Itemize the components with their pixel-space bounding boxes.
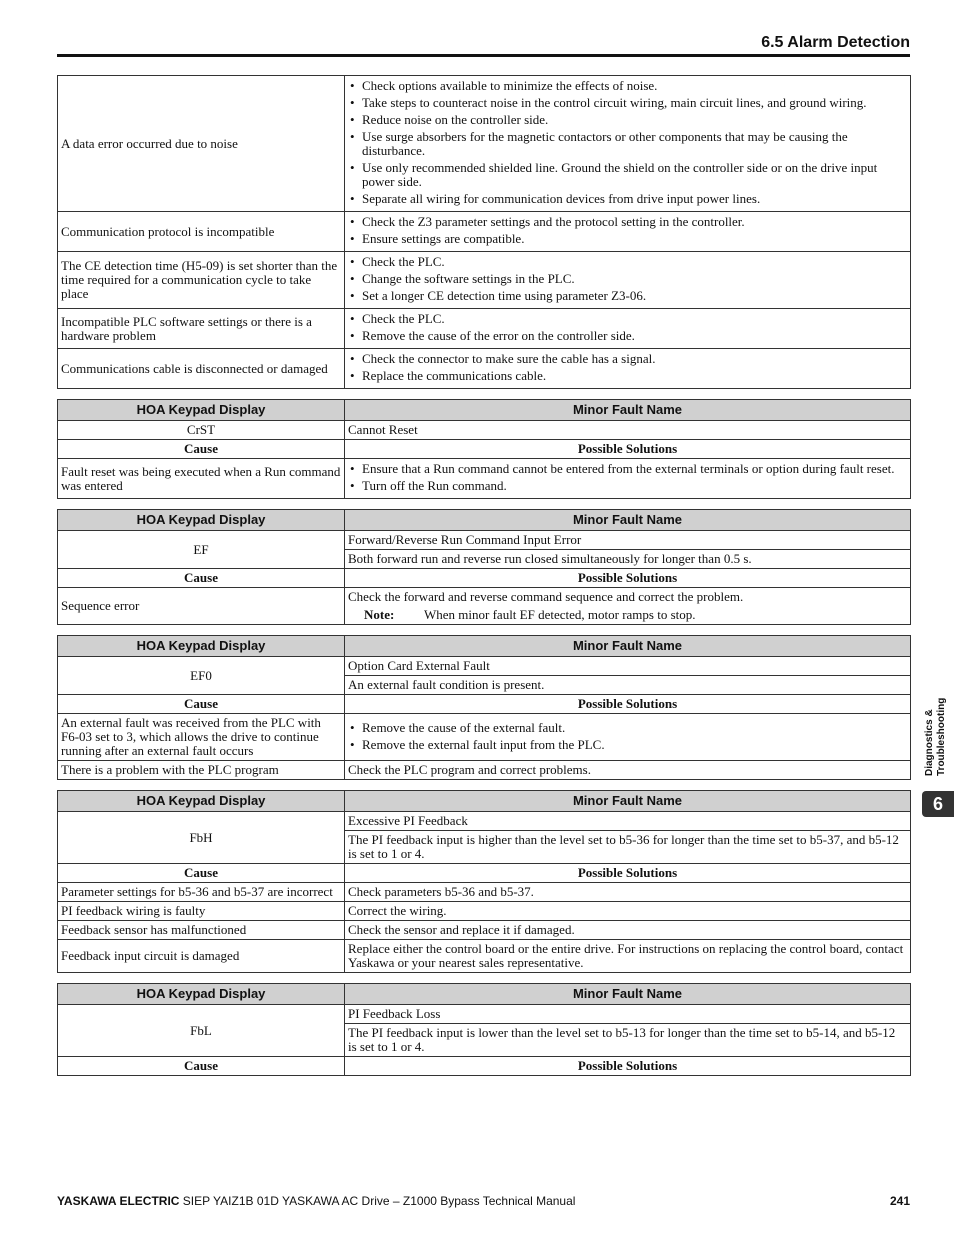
list-item: • Check the PLC. [348, 312, 907, 326]
list-item: • Separate all wiring for communication devices from drive input power lines. [348, 192, 907, 206]
fault-name: Option Card External Fault [345, 657, 911, 676]
cause-header: Cause [58, 440, 345, 459]
solutions-cell [345, 459, 911, 499]
header-rule [57, 54, 910, 57]
display-code: FbH [58, 812, 345, 864]
minor-fault-header: Minor Fault Name [345, 510, 911, 531]
cause-cell: Sequence error [58, 588, 345, 625]
solutions-cell [345, 252, 911, 309]
fault-description: The PI feedback input is lower than the level set to b5-13 for longer than the time set to b5-14, and b5-12 is set to 1 or 4. [345, 1024, 911, 1057]
fault-description: The PI feedback input is higher than the level set to b5-36 for longer than the time set to b5-37, and b5-12 is set to 1 or 4. [345, 831, 911, 864]
note-label: Note: [364, 607, 395, 622]
list-item: • Check options available to minimize the effects of noise. [348, 79, 907, 93]
cause-cell: Feedback sensor has malfunctioned [58, 921, 345, 940]
solutions-cell [345, 212, 911, 252]
cause-cell: There is a problem with the PLC program [58, 761, 345, 780]
solutions-header: Possible Solutions [345, 1057, 911, 1076]
minor-fault-header: Minor Fault Name [345, 400, 911, 421]
list-item: • Check the connector to make sure the cable has a signal. [348, 352, 907, 366]
fault-name: Excessive PI Feedback [345, 812, 911, 831]
table-row [58, 252, 911, 309]
cause-header: Cause [58, 569, 345, 588]
list-item: • Use only recommended shielded line. Ground the shield on the controller side or on the drive input power side. [348, 161, 907, 189]
cause-cell: Communications cable is disconnected or damaged [58, 349, 345, 389]
list-item: • Replace the communications cable. [348, 369, 907, 383]
section-title: 6.5 Alarm Detection [761, 34, 910, 51]
solutions-cell: Replace either the control board or the entire drive. For instructions on replacing the control board, contact Yaskawa or your nearest sales representative. [345, 940, 911, 973]
fault-description: An external fault condition is present. [345, 676, 911, 695]
chapter-tab[interactable]: 6 [922, 791, 954, 817]
solutions-cell: Correct the wiring. [345, 902, 911, 921]
solutions-header: Possible Solutions [345, 695, 911, 714]
fault-tables [57, 75, 910, 1076]
cause-cell: PI feedback wiring is faulty [58, 902, 345, 921]
list-item: • Ensure that a Run command cannot be entered from the external terminals or option during fault reset. [348, 462, 907, 476]
solutions-cell: Check the sensor and replace it if damaged. [345, 921, 911, 940]
side-tab-label: Diagnostics & Troubleshooting [924, 697, 947, 776]
table-row [58, 76, 911, 212]
solutions-header: Possible Solutions [345, 440, 911, 459]
footer-brand: YASKAWA ELECTRIC [57, 1194, 180, 1208]
ef-fault-table [57, 509, 911, 625]
minor-fault-header: Minor Fault Name [345, 636, 911, 657]
ce-fault-table [57, 75, 911, 389]
list-item: • Remove the cause of the error on the controller side. [348, 329, 907, 343]
fault-name: Cannot Reset [345, 421, 911, 440]
hoa-header: HOA Keypad Display [58, 400, 345, 421]
list-item: • Check the PLC. [348, 255, 907, 269]
minor-fault-header: Minor Fault Name [345, 791, 911, 812]
cause-cell: Fault reset was being executed when a Run command was entered [58, 459, 345, 499]
solutions-cell [345, 714, 911, 761]
list-item: • Change the software settings in the PLC. [348, 272, 907, 286]
list-item: • Check the Z3 parameter settings and the protocol setting in the controller. [348, 215, 907, 229]
cause-cell: An external fault was received from the PLC with F6-03 set to 3, which allows the drive to continue running after an external fault occurs [58, 714, 345, 761]
page-number: 241 [889, 1194, 910, 1208]
fault-name: PI Feedback Loss [345, 1005, 911, 1024]
display-code: CrST [58, 421, 345, 440]
fault-description: Both forward run and reverse run closed simultaneously for longer than 0.5 s. [345, 550, 911, 569]
solutions-cell [345, 309, 911, 349]
hoa-header: HOA Keypad Display [58, 510, 345, 531]
note-text: When minor fault EF detected, motor ramps to stop. [424, 607, 696, 622]
minor-fault-header: Minor Fault Name [345, 984, 911, 1005]
list-item: • Remove the external fault input from the PLC. [348, 738, 907, 752]
display-code: EF0 [58, 657, 345, 695]
hoa-header: HOA Keypad Display [58, 636, 345, 657]
hoa-header: HOA Keypad Display [58, 984, 345, 1005]
cause-cell: Incompatible PLC software settings or there is a hardware problem [58, 309, 345, 349]
solutions-cell: Check parameters b5-36 and b5-37. [345, 883, 911, 902]
solutions-header: Possible Solutions [345, 569, 911, 588]
list-item: • Remove the cause of the external fault. [348, 721, 907, 735]
display-code: FbL [58, 1005, 345, 1057]
display-code: EF [58, 531, 345, 569]
cause-header: Cause [58, 1057, 345, 1076]
solutions-cell [345, 588, 911, 625]
cause-cell: Communication protocol is incompatible [58, 212, 345, 252]
cause-header: Cause [58, 864, 345, 883]
solutions-cell [345, 349, 911, 389]
cause-cell: A data error occurred due to noise [58, 76, 345, 212]
list-item: • Use surge absorbers for the magnetic contactors or other components that may be causing the disturbance. [348, 130, 907, 158]
list-item: • Set a longer CE detection time using parameter Z3-06. [348, 289, 907, 303]
cause-cell: Parameter settings for b5-36 and b5-37 are incorrect [58, 883, 345, 902]
ef0-fault-table [57, 635, 911, 780]
table-row [58, 309, 911, 349]
solution-text: Check the forward and reverse command sequence and correct the problem. [348, 589, 744, 604]
footer-doc: SIEP YAIZ1B 01D YASKAWA AC Drive – Z1000 Bypass Technical Manual [179, 1194, 576, 1208]
note [348, 608, 907, 622]
list-item: • Ensure settings are compatible. [348, 232, 907, 246]
solutions-header: Possible Solutions [345, 864, 911, 883]
solutions-cell [345, 76, 911, 212]
cause-cell: Feedback input circuit is damaged [58, 940, 345, 973]
footer [57, 1194, 575, 1208]
crst-fault-table [57, 399, 911, 499]
table-row [58, 349, 911, 389]
fault-name: Forward/Reverse Run Command Input Error [345, 531, 911, 550]
table-row [58, 212, 911, 252]
solutions-cell: Check the PLC program and correct problems. [345, 761, 911, 780]
list-item: • Take steps to counteract noise in the control circuit wiring, main circuit lines, and ground wiring. [348, 96, 907, 110]
cause-header: Cause [58, 695, 345, 714]
fbl-fault-table [57, 983, 911, 1076]
list-item: • Reduce noise on the controller side. [348, 113, 907, 127]
list-item: • Turn off the Run command. [348, 479, 907, 493]
cause-cell: The CE detection time (H5-09) is set shorter than the time required for a communication cycle to take place [58, 252, 345, 309]
hoa-header: HOA Keypad Display [58, 791, 345, 812]
fbh-fault-table [57, 790, 911, 973]
